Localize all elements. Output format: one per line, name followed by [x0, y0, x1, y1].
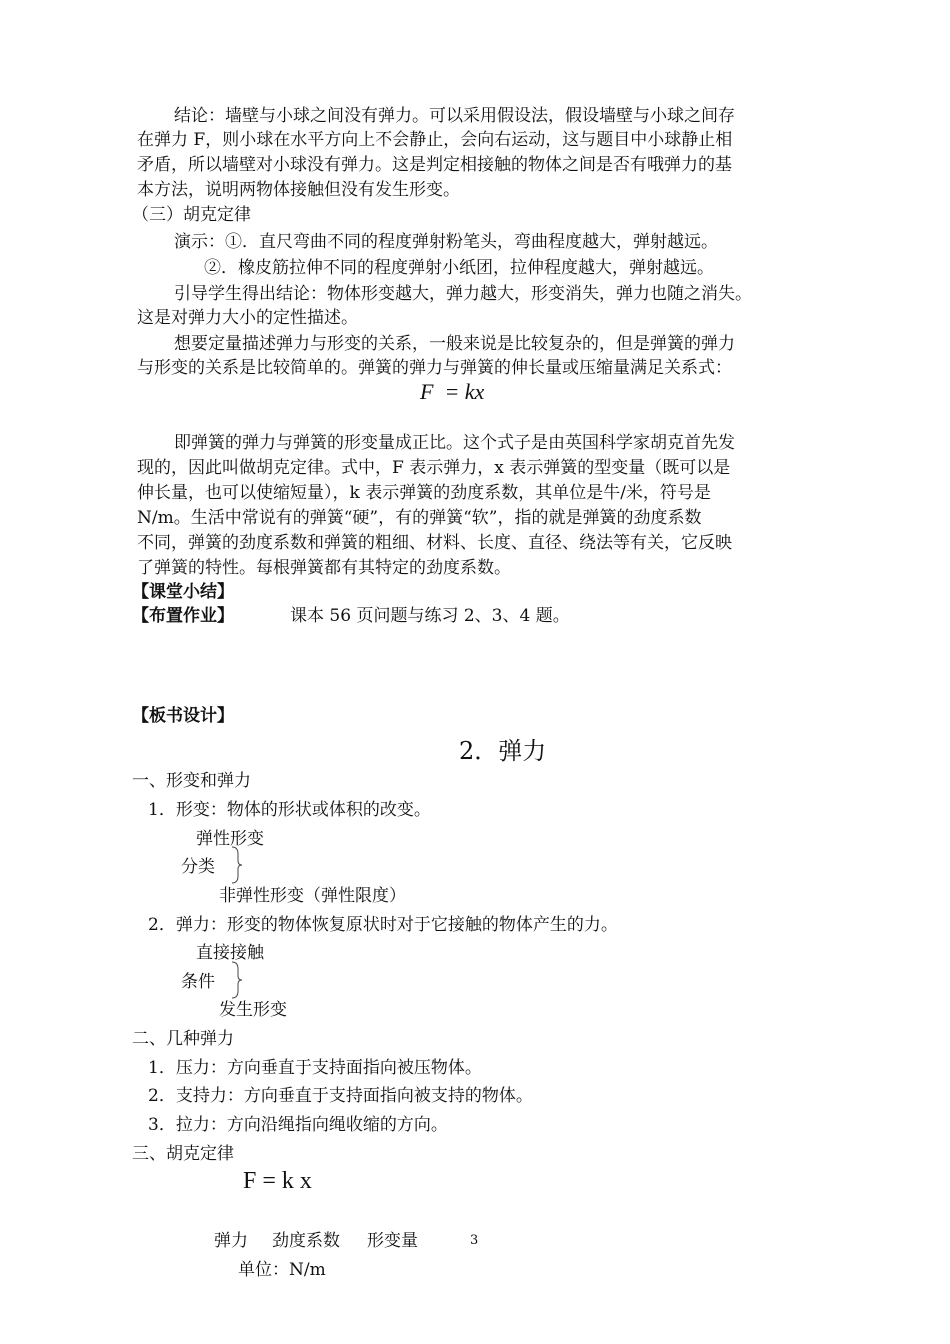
- board-item-support: 2．支持力：方向垂直于支持面指向被支持的物体。: [148, 1086, 533, 1106]
- explain-line-1: 即弹簧的弹力与弹簧的形变量成正比。这个式子是由英国科学家胡克首先发: [174, 433, 735, 453]
- page-number: 3: [470, 1233, 479, 1248]
- board-condition-label: 条件: [181, 972, 215, 992]
- board-item-elastic-force: 2．弹力：形变的物体恢复原状时对于它接触的物体产生的力。: [148, 915, 618, 935]
- homework-heading: 【布置作业】: [132, 606, 234, 626]
- board-deform-occurs: 发生形变: [219, 1000, 287, 1020]
- board-item-tension: 3．拉力：方向沿绳指向绳收缩的方向。: [148, 1115, 448, 1135]
- brace-classify: [230, 846, 244, 884]
- guide-line-1: 引导学生得出结论：物体形变越大，弹力越大，形变消失，弹力也随之消失。: [174, 284, 752, 304]
- homework-text: 课本 56 页问题与练习 2、3、4 题。: [290, 606, 570, 626]
- conclusion-line-3: 矛盾，所以墙壁对小球没有弹力。这是判定相接触的物体之间是否有哦弹力的基: [137, 155, 732, 175]
- explain-line-5: 不同，弹簧的劲度系数和弹簧的粗细、材料、长度、直径、绕法等有关，它反映: [137, 533, 732, 553]
- formula-hooke: F = kx: [420, 379, 485, 404]
- conclusion-line-4: 本方法，说明两物体接触但没有发生形变。: [137, 180, 460, 200]
- explain-line-3: 伸长量，也可以使缩短量），k 表示弹簧的劲度系数，其单位是牛/米，符号是: [137, 483, 711, 503]
- board-inelastic-deformation: 非弹性形变（弹性限度）: [219, 886, 406, 906]
- board-unit: 单位：N/m: [238, 1260, 326, 1280]
- explain-line-4: N/m。生活中常说有的弹簧“硬”，有的弹簧“软”，指的就是弹簧的劲度系数: [137, 508, 702, 528]
- quant-line-1: 想要定量描述弹力与形变的关系，一般来说是比较复杂的，但是弹簧的弹力: [174, 334, 735, 354]
- explain-line-6: 了弹簧的特性。每根弹簧都有其特定的劲度系数。: [137, 558, 511, 578]
- board-elastic-deformation: 弹性形变: [196, 829, 264, 849]
- board-title: 2．弹力: [459, 737, 547, 765]
- board-item-pressure: 1．压力：方向垂直于支持面指向被压物体。: [148, 1058, 482, 1078]
- conclusion-line-1: 结论：墙壁与小球之间没有弹力。可以采用假设法，假设墙壁与小球之间存: [174, 106, 735, 126]
- section-heading-hooke: （三）胡克定律: [132, 205, 251, 225]
- conclusion-line-2: 在弹力 F，则小球在水平方向上不会静止，会向右运动，这与题目中小球静止相: [137, 130, 733, 150]
- brace-condition: [230, 961, 244, 999]
- board-section-2: 二、几种弹力: [132, 1029, 234, 1049]
- board-classify-label: 分类: [181, 857, 215, 877]
- board-heading: 【板书设计】: [132, 706, 234, 726]
- board-direct-contact: 直接接触: [196, 943, 264, 963]
- summary-heading: 【课堂小结】: [132, 582, 234, 602]
- demo-line-1: 演示：①．直尺弯曲不同的程度弹射粉笔头，弯曲程度越大，弹射越远。: [174, 232, 718, 252]
- board-section-3: 三、胡克定律: [132, 1144, 234, 1164]
- explain-line-2: 现的，因此叫做胡克定律。式中，F 表示弹力，x 表示弹簧的型变量（既可以是: [137, 458, 731, 478]
- board-label-force: 弹力: [214, 1231, 248, 1251]
- board-formula: F = k x: [243, 1168, 312, 1194]
- board-label-deformation: 形变量: [367, 1231, 418, 1251]
- board-item-deformation: 1．形变：物体的形状或体积的改变。: [148, 800, 431, 820]
- board-label-stiffness: 劲度系数: [272, 1231, 340, 1251]
- demo-line-2: ②．橡皮筋拉伸不同的程度弹射小纸团，拉伸程度越大，弹射越远。: [204, 258, 714, 278]
- board-section-1: 一、形变和弹力: [132, 771, 251, 791]
- quant-line-2: 与形变的关系是比较简单的。弹簧的弹力与弹簧的伸长量或压缩量满足关系式：: [137, 358, 732, 378]
- guide-line-2: 这是对弹力大小的定性描述。: [137, 308, 358, 328]
